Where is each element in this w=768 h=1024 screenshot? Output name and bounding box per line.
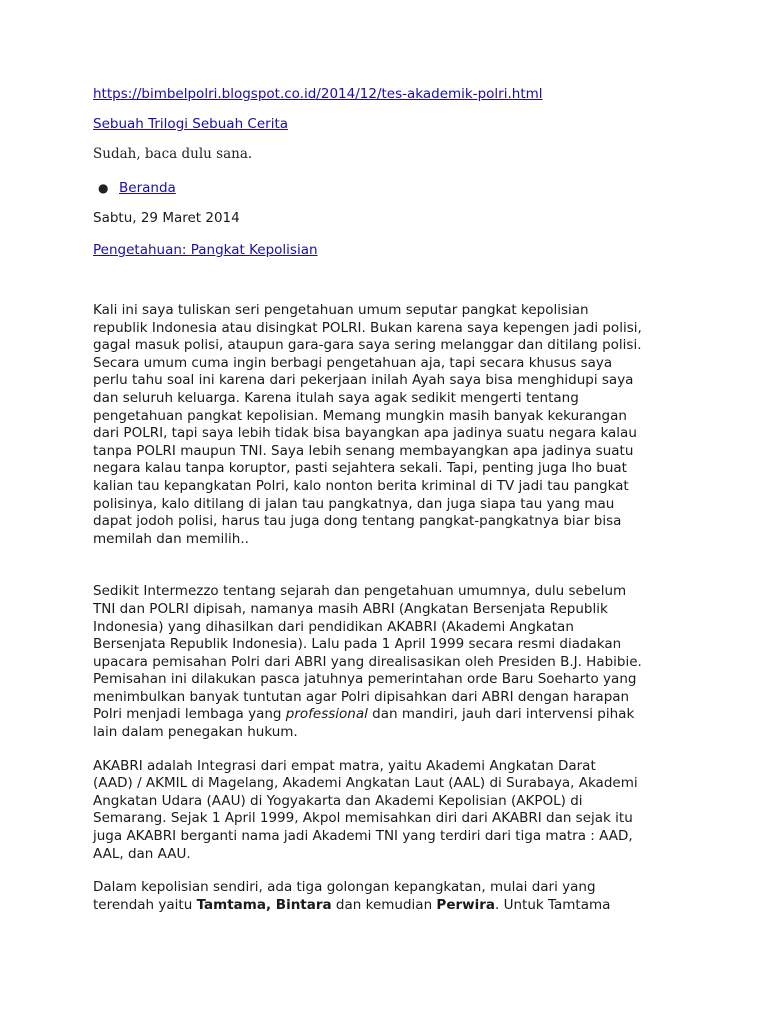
text-line: Secara umum cuma ingin berbagi pengetahuan aja, tapi secara khusus saya — [93, 354, 613, 371]
text-fragment: dan mandiri, jauh dari intervensi pihak — [367, 706, 635, 723]
blog-title-line — [93, 114, 683, 134]
text-line: Angkatan Udara (AAU) di Yogyakarta dan Akademi Kepolisian (AKPOL) di — [93, 792, 583, 809]
text-line: polisinya, kalo ditilang di jalan tau pangkatnya, dan juga siapa tau yang mau — [93, 495, 615, 512]
text-line: AKABRI adalah Integrasi dari empat matra, yaitu Akademi Angkatan Darat — [93, 757, 596, 774]
text-fragment: . Untuk Tamtama — [495, 896, 611, 913]
text-line: tanpa POLRI maupun TNI. Saya lebih senang membayangkan apa jadinya suatu — [93, 442, 634, 459]
text-line: Dalam kepolisian sendiri, ada tiga golongan kepangkatan, mulai dari yang — [93, 879, 596, 896]
text-line: Indonesia) yang dihasilkan dari pendidikan AKABRI (Akademi Angkatan — [93, 618, 574, 635]
text-line: perlu tahu soal ini karena dari pekerjaan inilah Ayah saya bisa menghidupi saya — [93, 372, 634, 389]
paragraph-akabri — [93, 758, 683, 864]
document-page — [93, 84, 683, 914]
text-line: memilah dan memilih.. — [93, 530, 249, 547]
blog-title-link[interactable]: Sebuah Trilogi Sebuah Cerita — [93, 116, 289, 132]
text-line: dari POLRI, tapi saya lebih tidak bisa bayangkan apa jadinya suatu negara kalau — [93, 425, 637, 442]
text-line: juga AKABRI berganti nama jadi Akademi TNI yang terdiri dari tiga matra : AAD, — [93, 828, 633, 845]
text-line: kalian tau kepangkatan Polri, kalo nonton berita kriminal di TV jadi tau pangkat — [93, 477, 629, 494]
text-line: pengetahuan pangkat kepolisian. Memang mungkin masih banyak kekurangan — [93, 407, 627, 424]
nav-link-beranda[interactable]: Beranda — [119, 180, 176, 196]
paragraph-ranks — [93, 879, 683, 914]
text-line: AAL, dan AAU. — [93, 845, 191, 862]
emphasis-text: professional — [285, 706, 368, 723]
text-line: (AAD) / AKMIL di Magelang, Akademi Angkatan Laut (AAL) di Surabaya, Akademi — [93, 775, 638, 792]
bullet-icon: ● — [98, 181, 109, 195]
text-line: Bersenjata Republik Indonesia). Lalu pada 1 April 1999 secara resmi diadakan — [93, 636, 622, 653]
text-line: Sedikit Intermezzo tentang sejarah dan pengetahuan umumnya, dulu sebelum — [93, 583, 627, 600]
text-line: Semarang. Sejak 1 April 1999, Akpol memisahkan diri dari AKABRI dan sejak itu — [93, 810, 633, 827]
text-line: gagal masuk polisi, ataupun gara-gara saya sering melanggar dan ditilang polisi. — [93, 337, 642, 354]
bold-text: Tamtama, Bintara — [196, 896, 332, 913]
source-url-link[interactable]: https://bimbelpolri.blogspot.co.id/2014/12/tes-akademik-polri.html — [93, 86, 543, 102]
source-url-line — [93, 84, 683, 104]
blog-tagline: Sudah, baca dulu sana. — [93, 146, 253, 162]
text-line: upacara pemisahan Polri dari ABRI yang direalisasikan oleh Presiden B.J. Habibie. — [93, 653, 642, 670]
text-fragment: dan kemudian — [331, 896, 437, 913]
text-line: lain dalam penegakan hukum. — [93, 724, 298, 741]
paragraph-intro — [93, 302, 683, 548]
paragraph-history — [93, 583, 683, 741]
text-line: dan seluruh keluarga. Karena itulah saya agak sedikit mengerti tentang — [93, 389, 579, 406]
text-line — [93, 706, 683, 724]
text-line: Pemisahan ini dilakukan pasca jatuhnya pemerintahan orde Baru Soeharto yang — [93, 671, 637, 688]
text-fragment: Polri menjadi lembaga yang — [93, 706, 286, 723]
post-title-link[interactable]: Pengetahuan: Pangkat Kepolisian — [93, 242, 318, 258]
text-fragment: terendah yaitu — [93, 896, 197, 913]
bold-text: Perwira — [436, 896, 495, 913]
post-title-line — [93, 240, 683, 260]
text-line: Kali ini saya tuliskan seri pengetahuan umum seputar pangkat kepolisian — [93, 302, 589, 318]
text-line — [93, 897, 683, 915]
text-line: TNI dan POLRI dipisah, namanya masih ABRI (Angkatan Bersenjata Republik — [93, 600, 608, 617]
text-line: dapat jodoh polisi, harus tau juga dong tentang pangkat-pangkatnya biar bisa — [93, 513, 622, 530]
post-date: Sabtu, 29 Maret 2014 — [93, 210, 240, 226]
nav-list — [93, 178, 683, 198]
text-line: menimbulkan banyak tuntutan agar Polri dipisahkan dari ABRI dengan harapan — [93, 688, 630, 705]
nav-item-beranda — [98, 178, 683, 198]
text-line: republik Indonesia atau disingkat POLRI. Bukan karena saya kepengen jadi polisi, — [93, 319, 642, 336]
text-line: negara kalau tanpa koruptor, pasti sejahtera sekali. Tapi, penting juga lho buat — [93, 460, 627, 477]
